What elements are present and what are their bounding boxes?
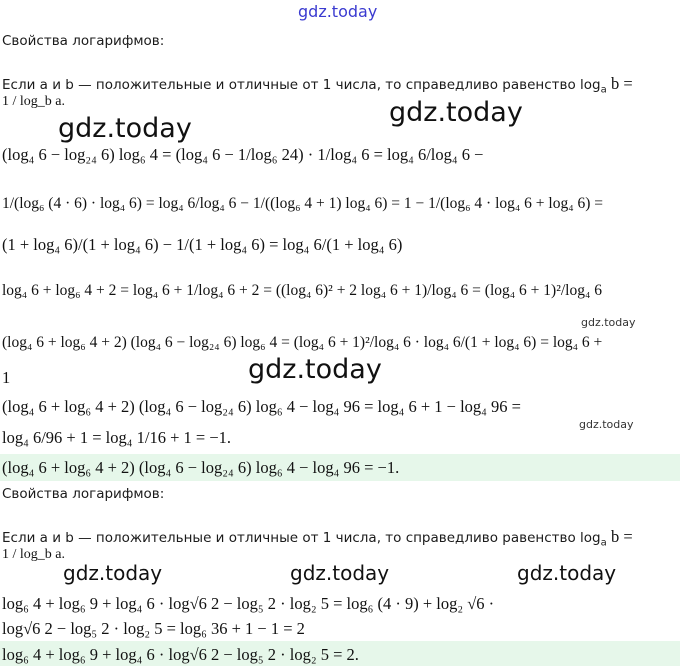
watermark-2: gdz.today xyxy=(389,97,523,128)
section2-line-2: log√6 2 − log₅ 2 · log₂ 5 = log₆ 36 + 1 − 1 = 2 xyxy=(2,619,305,638)
section1-heading: Свойства логарифмов: xyxy=(2,33,165,49)
section1-line-4: log₄ 6 + log₆ 4 + 2 = log₄ 6 + 1/log₄ 6 + 2 = ((log₄ 6)² + 2 log₄ 6 + 1)/log₄ 6 = (log₄ 6 + 1)²/log₄ 6 xyxy=(2,282,602,299)
section1-property-fraction: 1 / log_b a. xyxy=(2,94,65,109)
watermark-8: gdz.today xyxy=(517,561,617,585)
section2-property-text: Если a и b — положительные и отличные от 1 числа, то справедливо равенство log xyxy=(2,530,601,546)
section1-property-line1 xyxy=(2,74,633,96)
section1-property-text: Если a и b — положительные и отличные от 1 числа, то справедливо равенство log xyxy=(2,77,601,93)
section2-property-line1 xyxy=(2,527,633,549)
watermark-6: gdz.today xyxy=(63,561,163,585)
section2-heading: Свойства логарифмов: xyxy=(2,486,165,502)
section1-line-1: (log₄ 6 − log₂₄ 6) log₆ 4 = (log₄ 6 − 1/log₆ 24) · 1/log₄ 6 = log₄ 6/log₄ 6 − xyxy=(2,145,484,164)
section1-line-3: (1 + log₄ 6)/(1 + log₄ 6) − 1/(1 + log₄ 6) = log₄ 6/(1 + log₄ 6) xyxy=(2,235,403,254)
section2-line-1: log₆ 4 + log₆ 9 + log₄ 6 · log√6 2 − log₅ 2 · log₂ 5 = log₆ (4 · 9) + log₂ √6 · xyxy=(2,594,495,613)
section2-property-end: b = xyxy=(611,527,633,546)
watermark-3: gdz.today xyxy=(581,316,636,329)
section1-line-7: (log₄ 6 + log₆ 4 + 2) (log₄ 6 − log₂₄ 6) log₆ 4 − log₄ 96 = log₄ 6 + 1 − log₄ 96 = xyxy=(2,397,521,416)
section2-property-fraction: 1 / log_b a. xyxy=(2,547,65,562)
section1-line-2: 1/(log₆ (4 · 6) · log₄ 6) = log₄ 6/log₄ 6 − 1/((log₆ 4 + 1) log₄ 6) = 1 − 1/(log₆ 4 · log₄ 6 + log₄ 6) = xyxy=(2,195,604,212)
section1-answer: (log₄ 6 + log₆ 4 + 2) (log₄ 6 − log₂₄ 6) log₆ 4 − log₄ 96 = −1. xyxy=(2,458,400,477)
watermark-7: gdz.today xyxy=(290,561,390,585)
section1-property-sub: a xyxy=(600,84,607,96)
section2-property-sub: a xyxy=(600,537,607,549)
watermark-1: gdz.today xyxy=(58,113,192,144)
section1-line-6: 1 xyxy=(2,368,11,387)
watermark-top: gdz.today xyxy=(298,2,378,21)
section1-line-5: (log₄ 6 + log₆ 4 + 2) (log₄ 6 − log₂₄ 6) log₆ 4 = (log₄ 6 + 1)²/log₄ 6 · log₄ 6/(1 + log₄ 6) = log₄ 6 + xyxy=(2,334,603,351)
watermark-4: gdz.today xyxy=(248,354,382,385)
watermark-5: gdz.today xyxy=(579,418,634,431)
section1-property-end: b = xyxy=(611,74,633,93)
section2-answer: log₆ 4 + log₆ 9 + log₄ 6 · log√6 2 − log₅ 2 · log₂ 5 = 2. xyxy=(2,645,359,664)
section1-line-8: log₄ 6/96 + 1 = log₄ 1/16 + 1 = −1. xyxy=(2,428,231,447)
